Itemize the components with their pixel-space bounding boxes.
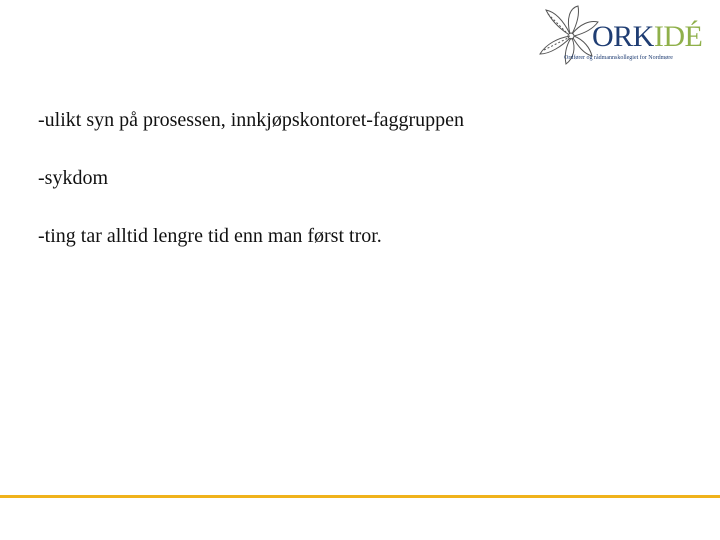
body-line-2: -sykdom: [38, 167, 108, 189]
logo-word-dark: ORK: [592, 20, 654, 53]
footer-divider: [0, 495, 720, 498]
slide-body: [38, 106, 678, 280]
orkide-logo: [536, 4, 716, 66]
body-line-3: -ting tar alltid lengre tid enn man først tror.: [38, 225, 382, 247]
logo-word-light: IDÉ: [653, 20, 703, 53]
body-line-1: -ulikt syn på prosessen, innkjøpskontoret-faggruppen: [38, 109, 465, 131]
logo-wordmark: [592, 22, 702, 52]
logo-subtitle: Ordfører og rådmannskollegiet for Nordmøre: [564, 55, 673, 61]
